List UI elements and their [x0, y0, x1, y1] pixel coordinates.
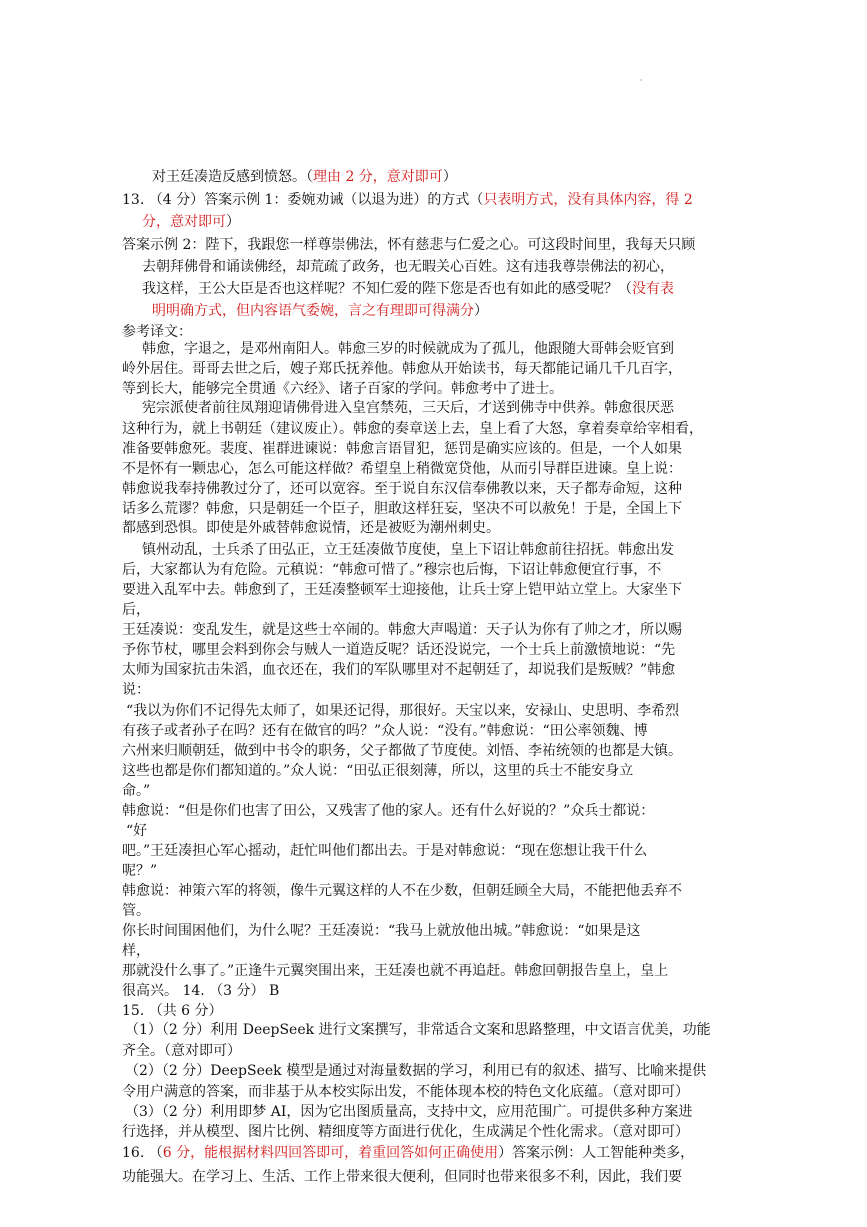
text-line — [122, 781, 150, 801]
text-line — [122, 1143, 694, 1163]
text-line — [126, 821, 147, 841]
text-segment: 韩愈说我奉持佛教过分了，还可以宽容。至于说自东汉信奉佛教以来，天子都寿命短，这种 — [122, 481, 682, 497]
scoring-note: 理由 2 分，意对即可 — [313, 169, 443, 185]
text-segment: 镇州动乱，士兵杀了田弘正，立王廷凑做节度使，皇上下诏让韩愈前往招抚。韩愈出发 — [142, 542, 674, 558]
text-line — [122, 1001, 223, 1021]
text-segment: （1）（2 分）利用 DeepSeek 进行文案撰写，非常适合文案和思路整理，中文语言优美，功能 — [125, 1022, 711, 1038]
text-segment: 有孩子或者孙子在吗？还有在做官的吗？”众人说：“没有。”韩愈说：“田公率领魏、博 — [122, 723, 648, 739]
text-segment: ）答案示例：人工智能种类多， — [498, 1145, 695, 1161]
text-segment: 都感到恐惧。即使是外戚替韩愈说情，还是被贬为潮州刺史。 — [122, 520, 500, 536]
text-line — [122, 600, 150, 620]
text-segment: 后， — [122, 602, 150, 618]
text-segment: ） — [474, 303, 488, 319]
text-segment: 15. （共 6 分） — [122, 1003, 223, 1019]
text-segment: 很高兴。 14. （3 分） B — [122, 983, 280, 999]
text-segment: 我这样，王公大臣是否也这样呢？不知仁爱的陛下您是否也有如此的感受呢？（ — [142, 281, 632, 297]
scoring-note: 明明确方式，但内容语气委婉，言之有理即可得满分 — [152, 303, 474, 319]
text-line — [122, 190, 693, 210]
text-segment: 六州来归顺朝廷，做到中书令的职务，父子都做了节度使。刘悟、李祐统领的也都是大镇。 — [122, 743, 682, 759]
text-segment: ） — [226, 214, 240, 230]
text-line — [122, 1041, 241, 1061]
text-segment: 话多么荒谬？韩愈，只是朝廷一个臣子，胆敢这样狂妄，坚决不可以赦免！于是，全国上下 — [122, 501, 682, 517]
text-segment: 后，大家都认为有危险。元稹说：“韩愈可惜了。”穆宗也后悔，下诏让韩愈便宜行事，不 — [122, 562, 662, 578]
text-line — [122, 419, 703, 439]
text-line — [142, 339, 674, 359]
text-line — [122, 640, 675, 660]
text-segment: 说： — [122, 682, 150, 698]
text-line — [122, 881, 682, 901]
text-segment: 行选择，并从模型、图片比例、精细度等方面进行优化，生成满足个性化需求。（意对即可） — [122, 1124, 689, 1140]
text-line — [152, 301, 488, 321]
text-segment: 答案示例 2：陛下，我跟您一样尊崇佛法，怀有慈悲与仁爱之心。可这段时间里，我每天只顾 — [122, 237, 696, 253]
text-segment: “我以为你们不记得先太师了，如果还记得，那很好。天宝以来，安禄山、史思明、李希烈 — [126, 703, 680, 719]
text-line — [122, 479, 682, 499]
text-line — [122, 499, 682, 519]
text-segment: 16. （ — [122, 1145, 163, 1161]
text-line — [122, 1122, 689, 1142]
text-line — [142, 540, 674, 560]
text-segment: 对王廷凑造反感到愤怒。（ — [152, 169, 313, 185]
text-segment: （3）（2 分）利用即梦 AI，因为它出图质量高，支持中文，应用范围广。可提供多种方案进 — [125, 1104, 693, 1120]
text-line — [122, 359, 682, 379]
text-line — [122, 841, 647, 861]
text-line — [122, 1167, 682, 1187]
text-segment: 这些也都是你们都知道的。”众人说：“田弘正很刻薄，所以，这里的兵士不能安身立 — [122, 763, 634, 779]
text-line — [122, 680, 150, 700]
scoring-note: 没有表 — [632, 281, 674, 297]
scan-speck — [640, 79, 642, 81]
text-segment: （2）（2 分）DeepSeek 模型是通过对海量数据的学习，利用已有的叙述、描写、比喻来提供 — [125, 1063, 707, 1079]
text-line — [122, 901, 150, 921]
text-segment: 韩愈说：“但是你们也害了田公，又残害了他的家人。还有什么好说的？”众兵士都说： — [122, 803, 655, 819]
text-segment: 这种行为，就上书朝廷（建议废止）。韩愈的奏章送上去，皇上看了大怒，拿着奏章给宰相看， — [122, 421, 703, 437]
text-line — [122, 721, 648, 741]
text-segment: 韩愈说：神策六军的将领，像牛元翼这样的人不在少数，但朝廷顾全大局，不能把他丢弃不 — [122, 883, 682, 899]
text-segment: 不是怀有一颗忠心，怎么可能这样做？希望皇上稍微宽贷他，从而引导群臣进谏。皇上说： — [122, 461, 682, 477]
text-line — [122, 941, 150, 961]
text-segment: 吧。”王廷凑担心军心摇动，赶忙叫他们都出去。于是对韩愈说：“现在您想让我干什么 — [122, 843, 648, 859]
text-line — [142, 257, 674, 277]
text-segment: 参考译文： — [122, 324, 192, 340]
text-segment: 功能强大。在学习上、生活、工作上带来很大便利，但同时也带来很多不利，因此，我们要 — [122, 1169, 682, 1185]
text-line — [122, 1082, 689, 1102]
text-line — [122, 761, 633, 781]
text-segment: ） — [442, 169, 457, 185]
text-line — [122, 861, 157, 881]
text-segment: 你长时间围困他们，为什么呢？王廷凑说：“我马上就放他出城。”韩愈说：“如果是这 — [122, 923, 641, 939]
text-line — [125, 1061, 706, 1081]
text-line — [122, 660, 675, 680]
text-line — [142, 279, 674, 299]
text-line — [125, 1020, 711, 1040]
text-line — [122, 921, 640, 941]
text-line — [142, 212, 240, 232]
text-line — [126, 701, 679, 721]
text-segment: 13. （4 分）答案示例 1：委婉劝诫（以退为进）的方式（ — [122, 192, 484, 208]
text-line — [122, 439, 682, 459]
text-segment: 韩愈，字退之，是邓州南阳人。韩愈三岁的时候就成为了孤儿，他跟随大哥韩会贬官到 — [142, 341, 674, 357]
text-line — [122, 518, 500, 538]
text-line — [125, 1102, 692, 1122]
text-line — [142, 398, 674, 418]
text-line — [122, 560, 661, 580]
text-line — [122, 580, 682, 600]
text-segment: 要进入乱军中去。韩愈到了，王廷凑整顿军士迎接他，让兵士穿上铠甲站立堂上。大家坐下 — [122, 582, 682, 598]
scoring-note: 6 分，能根据材料四回答即可，着重回答如何正确使用 — [162, 1145, 499, 1161]
text-segment: 王廷凑说：变乱发生，就是这些士卒闹的。韩愈大声喝道：天子认为你有了帅之才，所以赐 — [122, 622, 682, 638]
text-segment: 管。 — [122, 903, 150, 919]
text-line — [122, 459, 682, 479]
text-segment: 样， — [122, 943, 150, 959]
text-line — [122, 379, 563, 399]
text-segment: 呢？” — [122, 863, 158, 879]
text-segment: 宪宗派使者前往凤翔迎请佛骨进入皇宫禁苑，三天后，才送到佛寺中供养。韩愈很厌恶 — [142, 400, 674, 416]
text-segment: 岭外居住。哥哥去世之后，嫂子郑氏抚养他。韩愈从开始读书，每天都能记诵几千几百字， — [122, 361, 682, 377]
text-line — [122, 620, 682, 640]
text-segment: 齐全。（意对即可） — [122, 1043, 241, 1059]
text-segment: 令用户满意的答案，而非基于从本校实际出发，不能体现本校的特色文化底蕴。（意对即可） — [122, 1084, 689, 1100]
text-segment: 去朝拜佛骨和诵读佛经，却荒疏了政务，也无暇关心百姓。这有违我尊崇佛法的初心， — [142, 259, 674, 275]
text-segment: 太师为国家抗击朱滔，血衣还在，我们的军队哪里对不起朝廷了，却说我们是叛贼？”韩愈 — [122, 662, 676, 678]
text-line — [122, 801, 654, 821]
text-segment: 准备要韩愈死。裴度、崔群进谏说：韩愈言语冒犯，惩罚是确实应该的。但是，一个人如果 — [122, 441, 682, 457]
text-segment: 予你节杖，哪里会料到你会与贼人一道造反呢？话还没说完，一个士兵上前激愤地说：“先 — [122, 642, 676, 658]
text-segment: 命。” — [122, 783, 151, 799]
text-segment: 等到长大，能够完全贯通《六经》、诸子百家的学问。韩愈考中了进士。 — [122, 381, 563, 397]
scoring-note: 只表明方式，没有具体内容，得 2 — [483, 192, 693, 208]
text-line — [122, 235, 695, 255]
text-line — [122, 741, 682, 761]
text-line — [152, 167, 457, 187]
text-segment: 那就没什么事了。”正逢牛元翼突围出来，王廷凑也就不再追赶。韩愈回朝报告皇上，皇上 — [122, 963, 669, 979]
text-line — [122, 981, 279, 1001]
scoring-note: 分，意对即可 — [142, 214, 226, 230]
text-segment: “好 — [126, 823, 148, 839]
text-line — [122, 961, 668, 981]
